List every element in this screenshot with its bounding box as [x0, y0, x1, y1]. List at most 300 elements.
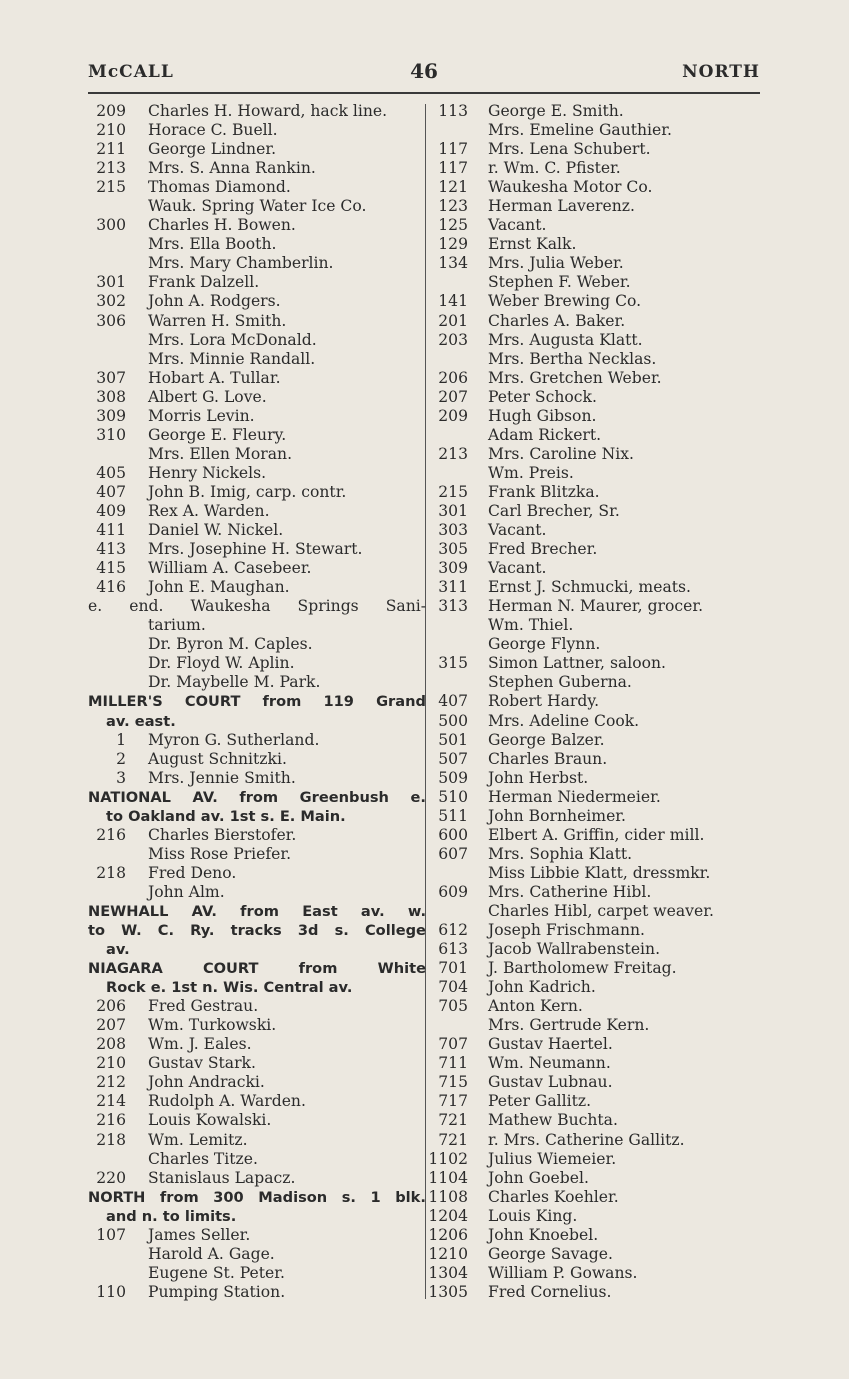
house-number	[428, 426, 488, 445]
resident-name: Stephen F. Weber.	[488, 273, 631, 292]
directory-entry	[428, 1283, 758, 1302]
house-number: 113	[438, 102, 468, 120]
directory-entry	[88, 331, 426, 350]
resident-name: Mrs. Caroline Nix.	[488, 444, 634, 463]
resident-name: George Flynn.	[488, 635, 601, 654]
word: end.	[129, 597, 164, 616]
directory-entry	[428, 1169, 758, 1188]
directory-entry	[88, 235, 426, 254]
house-number: 210	[96, 121, 126, 140]
directory-entry	[428, 483, 758, 502]
resident-name: John Kadrich.	[488, 978, 596, 997]
word: s.	[341, 1188, 356, 1206]
resident-name: Rex A. Warden.	[148, 501, 270, 520]
house-number: 301	[438, 501, 468, 520]
resident-name: August Schnitzki.	[148, 749, 287, 768]
resident-name: Mrs. Augusta Klatt.	[488, 330, 643, 349]
left-column	[88, 102, 426, 1302]
word: NIAGARA	[88, 960, 163, 978]
resident-name: Mrs. Ellen Moran.	[148, 444, 293, 463]
resident-name: Wm. Preis.	[488, 463, 574, 482]
house-number: 305	[438, 540, 468, 559]
directory-entry	[428, 216, 758, 235]
house-number: 707	[438, 1035, 468, 1054]
word: e.	[410, 788, 426, 806]
word: tracks	[230, 922, 282, 940]
directory-entry	[428, 292, 758, 311]
directory-entry	[88, 826, 426, 845]
resident-name: Mrs. Lena Schubert.	[488, 140, 651, 159]
house-number: 213	[96, 159, 126, 178]
house-number	[88, 235, 148, 254]
directory-entry	[88, 407, 426, 426]
directory-entry	[428, 597, 758, 616]
word: COURT	[184, 693, 241, 711]
resident-name: Hobart A. Tullar.	[148, 368, 281, 387]
word: AV.	[192, 788, 218, 806]
resident-name: Herman Laverenz.	[488, 197, 635, 216]
resident-name: Mrs. Catherine Hibl.	[488, 882, 652, 901]
directory-entry	[428, 1207, 758, 1226]
resident-name: Adam Rickert.	[488, 425, 602, 444]
resident-name: r. Wm. C. Pfister.	[488, 159, 621, 178]
house-number: 210	[96, 1054, 126, 1073]
resident-name: Stephen Guberna.	[488, 673, 632, 692]
directory-entry	[428, 731, 758, 750]
resident-name: Miss Libbie Klatt, dressmkr.	[488, 863, 711, 882]
resident-name: Mrs. Jennie Smith.	[148, 768, 296, 787]
directory-entry	[88, 350, 426, 369]
resident-name: Joseph Frischmann.	[488, 921, 646, 940]
directory-entry	[428, 616, 758, 635]
resident-name: George Balzer.	[488, 730, 605, 749]
word: av.	[360, 902, 385, 920]
directory-entry	[428, 178, 758, 197]
house-number	[428, 673, 488, 692]
resident-name: Frank Dalzell.	[148, 273, 260, 292]
directory-entry	[88, 864, 426, 883]
resident-name: Wm. Lemitz.	[148, 1130, 248, 1149]
directory-entry	[88, 1016, 426, 1035]
directory-entry	[88, 997, 426, 1016]
directory-entry	[88, 273, 426, 292]
directory-entry	[88, 578, 426, 597]
resident-name: Mrs. Minnie Randall.	[148, 349, 316, 368]
resident-name: Mrs. Mary Chamberlin.	[148, 254, 334, 273]
house-number	[428, 121, 488, 140]
house-number	[88, 1245, 148, 1264]
page-number: 46	[410, 59, 438, 83]
house-number: 302	[96, 292, 126, 311]
house-number: 510	[438, 787, 468, 806]
resident-name: Pumping Station.	[148, 1282, 286, 1301]
resident-name: Dr. Byron M. Caples.	[148, 635, 313, 654]
resident-name: Mrs. Sophia Klatt.	[488, 844, 633, 863]
resident-name: Robert Hardy.	[488, 692, 600, 711]
directory-entry	[88, 1111, 426, 1130]
house-number: 1304	[428, 1263, 468, 1282]
house-number: 306	[96, 311, 126, 330]
directory-entry	[428, 121, 758, 140]
house-number	[428, 616, 488, 635]
directory-entry	[428, 102, 758, 121]
house-number: 705	[438, 997, 468, 1016]
resident-name: Warren H. Smith.	[148, 311, 287, 330]
resident-name: George E. Fleury.	[148, 425, 287, 444]
word: NEWHALL	[88, 902, 169, 920]
house-number: 216	[96, 1111, 126, 1130]
house-number: 411	[96, 521, 126, 540]
house-number: 300	[96, 216, 126, 235]
directory-entry	[88, 292, 426, 311]
house-number: 213	[438, 444, 468, 463]
resident-name: Waukesha Motor Co.	[488, 178, 653, 197]
street-heading	[88, 788, 426, 807]
street-heading	[88, 1188, 426, 1207]
resident-name: Wm. Turkowski.	[148, 1016, 277, 1035]
directory-entry	[88, 121, 426, 140]
directory-entry	[88, 845, 426, 864]
resident-name: Vacant.	[488, 559, 547, 578]
directory-entry	[88, 502, 426, 521]
resident-name: Wm. J. Eales.	[148, 1035, 252, 1054]
house-number: 201	[438, 311, 468, 330]
directory-entry	[428, 559, 758, 578]
directory-entry	[88, 464, 426, 483]
directory-entry	[88, 521, 426, 540]
house-number: 612	[438, 921, 468, 940]
house-number: 311	[438, 578, 468, 597]
directory-entry	[428, 959, 758, 978]
directory-entry	[428, 807, 758, 826]
street-heading-cont: Rock e. 1st n. Wis. Central av.	[106, 979, 353, 997]
resident-name: Rudolph A. Warden.	[148, 1092, 306, 1111]
house-number: 117	[438, 140, 468, 159]
street-heading-cont	[88, 921, 426, 940]
resident-name: Wm. Neumann.	[488, 1054, 611, 1073]
resident-name: Fred Cornelius.	[488, 1282, 612, 1301]
resident-name: Thomas Diamond.	[148, 178, 291, 197]
house-number: 717	[438, 1092, 468, 1111]
directory-entry	[428, 654, 758, 673]
directory-entry	[88, 1054, 426, 1073]
resident-name: Mrs. Gretchen Weber.	[488, 368, 662, 387]
directory-entry	[428, 883, 758, 902]
house-number: 1204	[428, 1206, 468, 1225]
house-number: 1206	[428, 1225, 468, 1244]
directory-entry	[428, 1150, 758, 1169]
resident-name: Vacant.	[488, 521, 547, 540]
resident-name: Mrs. Adeline Cook.	[488, 711, 640, 730]
directory-entry	[88, 1169, 426, 1188]
word: C.	[157, 922, 175, 940]
directory-entry	[428, 921, 758, 940]
directory-entry	[428, 235, 758, 254]
directory-entry	[88, 445, 426, 464]
house-number: 206	[96, 997, 126, 1016]
house-number: 407	[96, 482, 126, 501]
word: Sani-	[385, 597, 426, 616]
house-number: 509	[438, 768, 468, 787]
resident-name: Ernst J. Schmucki, meats.	[488, 578, 691, 597]
directory-entry	[88, 254, 426, 273]
directory-entry	[88, 102, 426, 121]
directory-entry	[428, 254, 758, 273]
resident-name: John A. Rodgers.	[148, 292, 281, 311]
house-number: 1108	[428, 1187, 468, 1206]
directory-entry	[88, 197, 426, 216]
house-number: 129	[438, 235, 468, 254]
street-heading	[88, 959, 426, 978]
house-number	[428, 464, 488, 483]
resident-name: Peter Schock.	[488, 387, 597, 406]
house-number: 711	[438, 1054, 468, 1073]
resident-name: Henry Nickels.	[148, 463, 267, 482]
directory-entry	[88, 731, 426, 750]
house-number	[428, 902, 488, 921]
resident-name: Harold A. Gage.	[148, 1244, 275, 1263]
word: to	[88, 922, 106, 940]
directory-entry	[88, 1150, 426, 1169]
directory-entry	[88, 540, 426, 559]
resident-name: Dr. Floyd W. Aplin.	[148, 654, 295, 673]
directory-entry	[428, 1245, 758, 1264]
resident-name: John Andracki.	[148, 1073, 265, 1092]
word: NATIONAL	[88, 788, 171, 806]
resident-name: Charles Titze.	[148, 1149, 258, 1168]
directory-entry	[88, 426, 426, 445]
resident-name: Eugene St. Peter.	[148, 1263, 285, 1282]
resident-name: Louis King.	[488, 1206, 578, 1225]
directory-entry	[428, 788, 758, 807]
directory-entry	[88, 769, 426, 788]
resident-name: Vacant.	[488, 216, 547, 235]
street-heading-cont: and n. to limits.	[106, 1207, 237, 1225]
street-heading	[88, 902, 426, 921]
house-number: 107	[96, 1225, 126, 1244]
directory-entry	[428, 350, 758, 369]
word: 300	[213, 1188, 244, 1206]
word: MILLER'S	[88, 693, 163, 711]
resident-name: Mrs. Ella Booth.	[148, 235, 277, 254]
house-number	[88, 616, 148, 635]
house-number: 409	[96, 501, 126, 520]
street-heading	[88, 692, 426, 711]
resident-name: John Alm.	[148, 882, 225, 901]
house-number: 309	[438, 559, 468, 578]
word: AV.	[191, 902, 217, 920]
house-number: 125	[438, 216, 468, 235]
house-number: 209	[96, 102, 126, 120]
house-number	[88, 635, 148, 654]
house-number: 607	[438, 844, 468, 863]
house-number: 218	[96, 1130, 126, 1149]
directory-entry	[428, 769, 758, 788]
resident-name: John Bornheimer.	[488, 806, 626, 825]
street-heading-cont: av.	[106, 941, 130, 959]
directory-entry	[428, 635, 758, 654]
directory-entry	[88, 140, 426, 159]
directory-entry	[88, 312, 426, 331]
resident-name: William P. Gowans.	[488, 1263, 638, 1282]
house-number: 407	[438, 692, 468, 711]
resident-name: Jacob Wallrabenstein.	[488, 940, 661, 959]
word: w.	[407, 902, 426, 920]
house-number: 701	[438, 959, 468, 978]
house-number	[428, 1016, 488, 1035]
word: blk.	[395, 1188, 426, 1206]
directory-entry	[88, 1073, 426, 1092]
directory-entry	[428, 159, 758, 178]
resident-name: J. Bartholomew Freitag.	[488, 959, 677, 978]
resident-name: Elbert A. Griffin, cider mill.	[488, 825, 705, 844]
resident-name: George Lindner.	[148, 140, 277, 159]
resident-name: John B. Imig, carp. contr.	[148, 482, 347, 501]
resident-name: Charles Bierstofer.	[148, 825, 297, 844]
directory-entry	[88, 883, 426, 902]
resident-name: Carl Brecher, Sr.	[488, 501, 620, 520]
resident-name: Ernst Kalk.	[488, 235, 577, 254]
house-number: 704	[438, 978, 468, 997]
resident-name: Julius Wiemeier.	[488, 1149, 617, 1168]
directory-entry	[428, 692, 758, 711]
house-number: 721	[438, 1130, 468, 1149]
house-number: 141	[438, 292, 468, 311]
house-number: 212	[96, 1073, 126, 1092]
header-left: McCALL	[88, 62, 174, 82]
resident-name: Myron G. Sutherland.	[148, 730, 320, 749]
word: 1	[370, 1188, 381, 1206]
directory-entry	[428, 712, 758, 731]
directory-entry	[88, 559, 426, 578]
resident-name: Mrs. S. Anna Rankin.	[148, 159, 316, 178]
directory-entry	[88, 1035, 426, 1054]
resident-name: Peter Gallitz.	[488, 1092, 592, 1111]
sanitarium-staff	[88, 673, 426, 692]
house-number	[88, 1150, 148, 1169]
word: W.	[121, 922, 142, 940]
resident-name: John E. Maughan.	[148, 578, 290, 597]
word: COURT	[202, 960, 259, 978]
resident-name: Anton Kern.	[488, 997, 583, 1016]
house-number	[88, 350, 148, 369]
house-number: 405	[96, 463, 126, 482]
directory-entry	[88, 1283, 426, 1302]
directory-entry	[428, 426, 758, 445]
house-number: 216	[96, 825, 126, 844]
house-number: 218	[96, 863, 126, 882]
word: Ry.	[190, 922, 215, 940]
directory-entry	[428, 331, 758, 350]
resident-name: Charles H. Bowen.	[148, 216, 296, 235]
directory-entry	[428, 1188, 758, 1207]
directory-entry	[88, 1245, 426, 1264]
resident-name: George Savage.	[488, 1244, 613, 1263]
word: e.	[88, 597, 103, 616]
house-number: 208	[96, 1035, 126, 1054]
resident-name: Louis Kowalski.	[148, 1111, 272, 1130]
house-number: 220	[96, 1168, 126, 1187]
word: from	[240, 902, 279, 920]
house-number: 211	[96, 140, 126, 159]
directory-entry	[428, 445, 758, 464]
word: from	[159, 1188, 199, 1206]
resident-name: Morris Levin.	[148, 406, 255, 425]
directory-entry	[428, 521, 758, 540]
house-number: 415	[96, 559, 126, 578]
house-number	[88, 254, 148, 273]
directory-entry	[428, 1131, 758, 1150]
resident-name: William A. Casebeer.	[148, 559, 312, 578]
directory-entry	[428, 502, 758, 521]
house-number: 214	[96, 1092, 126, 1111]
directory-entry	[88, 483, 426, 502]
directory-entry	[88, 1264, 426, 1283]
directory-entry	[428, 464, 758, 483]
resident-name: Gustav Haertel.	[488, 1035, 613, 1054]
word: s.	[334, 922, 349, 940]
resident-name: Hugh Gibson.	[488, 406, 597, 425]
house-number: 1	[116, 730, 126, 749]
page-header	[88, 59, 760, 88]
directory-entry	[428, 864, 758, 883]
directory-entry	[428, 1111, 758, 1130]
directory-entry	[428, 1092, 758, 1111]
house-number	[88, 673, 148, 692]
house-number: 501	[438, 730, 468, 749]
house-number: 215	[96, 178, 126, 197]
house-number: 310	[96, 425, 126, 444]
word: Grand	[376, 693, 426, 711]
house-number	[88, 883, 148, 902]
directory-entry	[88, 369, 426, 388]
house-number: 315	[438, 654, 468, 673]
directory-entry	[428, 1073, 758, 1092]
house-number	[88, 331, 148, 350]
word: from	[298, 960, 338, 978]
sanitarium-line	[88, 616, 426, 635]
house-number: 209	[438, 406, 468, 425]
house-number: 207	[438, 387, 468, 406]
word: 119	[323, 693, 354, 711]
house-number: 313	[438, 597, 468, 616]
directory-entry	[428, 826, 758, 845]
house-number	[428, 635, 488, 654]
word: East	[302, 902, 338, 920]
resident-name: r. Mrs. Catherine Gallitz.	[488, 1130, 685, 1149]
house-number: 121	[438, 178, 468, 197]
resident-name: Fred Brecher.	[488, 540, 598, 559]
header-right: NORTH	[682, 62, 760, 82]
directory-entry	[428, 1016, 758, 1035]
directory-entry	[88, 750, 426, 769]
resident-name: Fred Gestrau.	[148, 997, 259, 1016]
right-column	[428, 102, 758, 1302]
directory-entry	[428, 1054, 758, 1073]
directory-entry	[88, 1131, 426, 1150]
directory-entry	[88, 159, 426, 178]
directory-entry	[428, 369, 758, 388]
directory-entry	[428, 997, 758, 1016]
house-number: 117	[438, 159, 468, 178]
directory-entry	[428, 978, 758, 997]
house-number: 3	[116, 768, 126, 787]
house-number: 215	[438, 482, 468, 501]
resident-name: Charles Braun.	[488, 749, 608, 768]
house-number	[428, 864, 488, 883]
house-number	[88, 654, 148, 673]
word: Madison	[258, 1188, 328, 1206]
